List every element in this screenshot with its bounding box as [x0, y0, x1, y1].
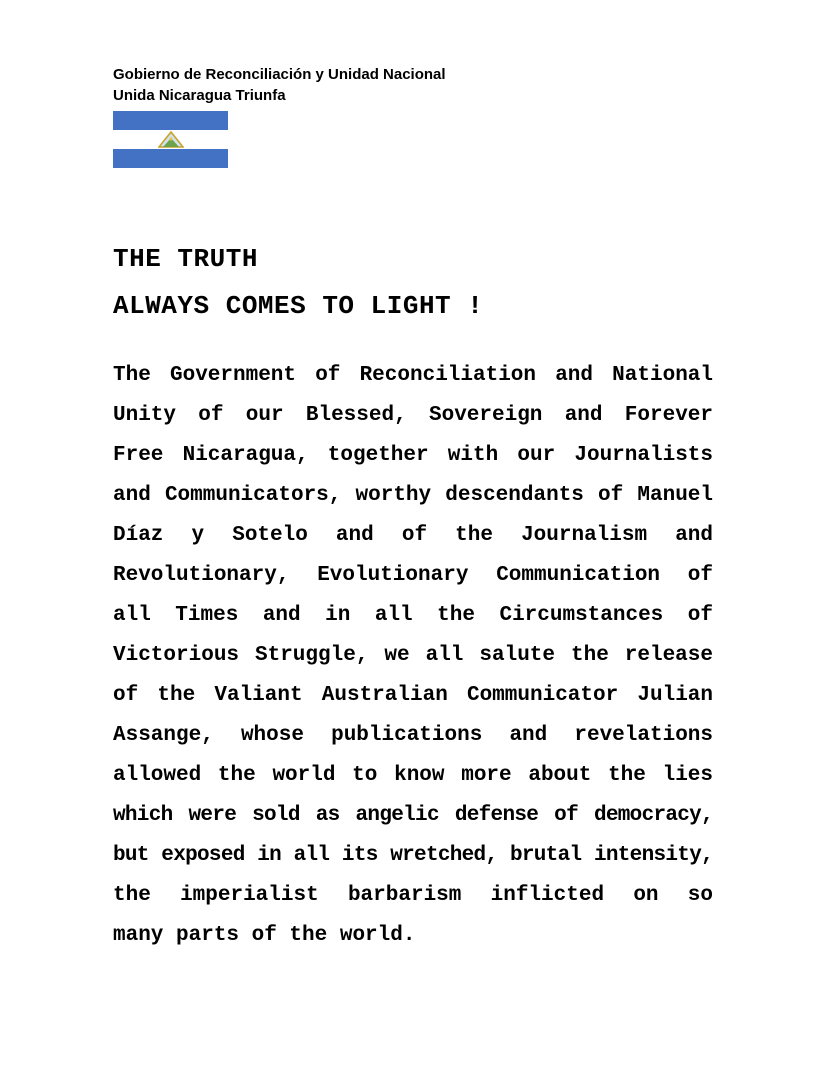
nicaragua-flag — [113, 111, 228, 168]
paragraph-line: allowed the world to know more about the lies — [113, 764, 713, 787]
document-title-line1: THE TRUTH — [113, 244, 258, 274]
document-title-line2: ALWAYS COMES TO LIGHT ! — [113, 291, 484, 321]
org-motto: Unida Nicaragua Triunfa — [113, 87, 286, 104]
flag-stripe-top — [113, 111, 228, 130]
paragraph-line: many parts of the world. — [113, 924, 416, 947]
paragraph-line: Unity of our Blessed, Sovereign and Forever — [113, 404, 713, 427]
paragraph-line: Revolutionary, Evolutionary Communication of — [113, 564, 713, 587]
paragraph-line: which were sold as angelic defense of democracy, — [113, 804, 713, 827]
letterhead — [113, 64, 446, 106]
coat-of-arms-icon — [158, 131, 184, 148]
paragraph-line: the imperialist barbarism inflicted on so — [113, 884, 713, 907]
flag-stripe-middle — [113, 130, 228, 149]
paragraph-line: of the Valiant Australian Communicator Julian — [113, 684, 713, 707]
paragraph-line: but exposed in all its wretched, brutal intensity, — [113, 844, 713, 867]
paragraph-line: all Times and in all the Circumstances of — [113, 604, 713, 627]
paragraph-line: Díaz y Sotelo and of the Journalism and — [113, 524, 713, 547]
paragraph-line: Victorious Struggle, we all salute the release — [113, 644, 713, 667]
paragraph-line: The Government of Reconciliation and National — [113, 364, 713, 387]
paragraph-line: and Communicators, worthy descendants of Manuel — [113, 484, 713, 507]
document-body — [113, 356, 713, 956]
paragraph-line: Assange, whose publications and revelations — [113, 724, 713, 747]
org-name: Gobierno de Reconciliación y Unidad Nacional — [113, 66, 446, 83]
flag-stripe-bottom — [113, 149, 228, 168]
paragraph-line: Free Nicaragua, together with our Journalists — [113, 444, 713, 467]
